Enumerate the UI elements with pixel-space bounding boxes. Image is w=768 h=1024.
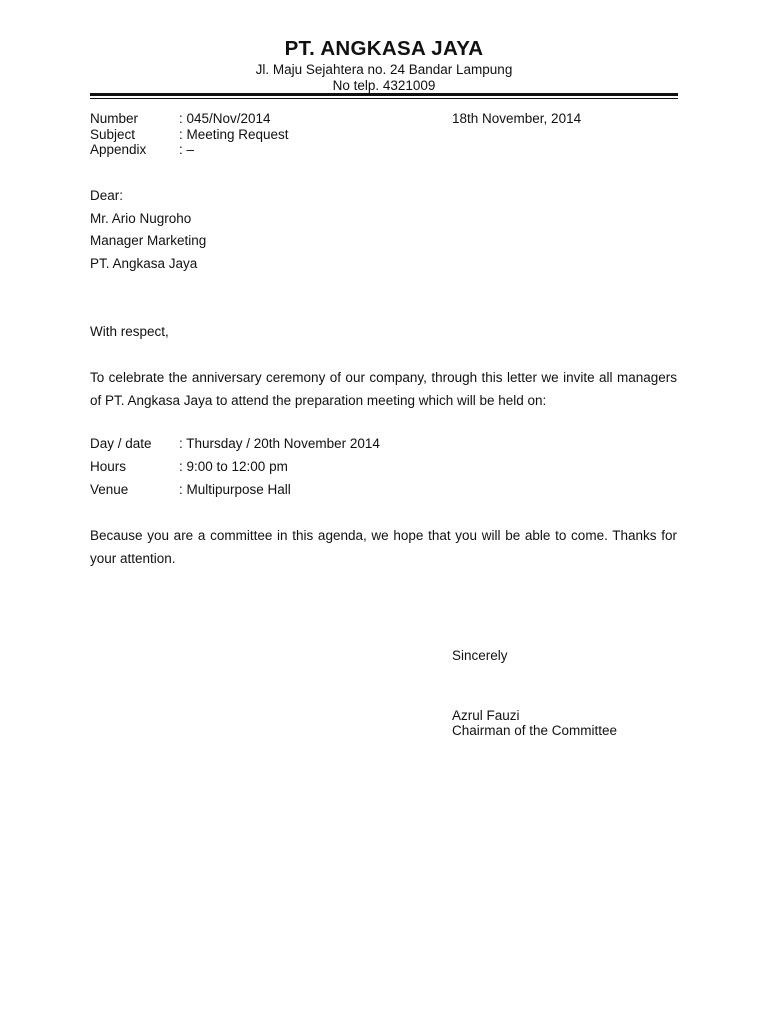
subject-value: : Meeting Request xyxy=(179,127,289,142)
letterhead xyxy=(90,36,678,94)
signer-name: Azrul Fauzi xyxy=(452,708,520,723)
greeting: With respect, xyxy=(90,324,169,339)
recipient-position: Manager Marketing xyxy=(90,233,207,248)
company-name: PT. ANGKASA JAYA xyxy=(284,37,484,60)
valediction: Sincerely xyxy=(452,648,508,663)
recipient-company: PT. Angkasa Jaya xyxy=(90,256,198,271)
subject-label: Subject xyxy=(90,127,136,142)
hours-label: Hours xyxy=(90,459,127,474)
signer-title: Chairman of the Committee xyxy=(452,723,618,738)
day-date-label: Day / date xyxy=(90,436,152,451)
venue-value: : Multipurpose Hall xyxy=(179,482,291,497)
closing-paragraph: Because you are a committee in this agenda, we hope that you will be able to come. Thanks for your attention. xyxy=(90,528,677,566)
recipient-name: Mr. Ario Nugroho xyxy=(90,211,192,226)
letter-date: 18th November, 2014 xyxy=(452,111,582,126)
venue-label: Venue xyxy=(90,482,129,497)
number-label: Number xyxy=(90,111,139,126)
company-phone: No telp. 4321009 xyxy=(332,78,436,93)
company-address: Jl. Maju Sejahtera no. 24 Bandar Lampung xyxy=(255,62,513,77)
salutation: Dear: xyxy=(90,188,124,203)
appendix-label: Appendix xyxy=(90,142,147,157)
number-value: : 045/Nov/2014 xyxy=(179,111,271,126)
appendix-value: : – xyxy=(179,142,195,157)
hours-value: : 9:00 to 12:00 pm xyxy=(179,459,288,474)
day-date-value: : Thursday / 20th November 2014 xyxy=(179,436,380,451)
letterhead-divider-thin xyxy=(90,98,678,99)
intro-paragraph: To celebrate the anniversary ceremony of our company, through this letter we invite all managers of PT. Angkasa Jaya to attend the preparation meeting which will be held on: xyxy=(90,370,677,408)
letterhead-divider-thick xyxy=(90,93,678,96)
